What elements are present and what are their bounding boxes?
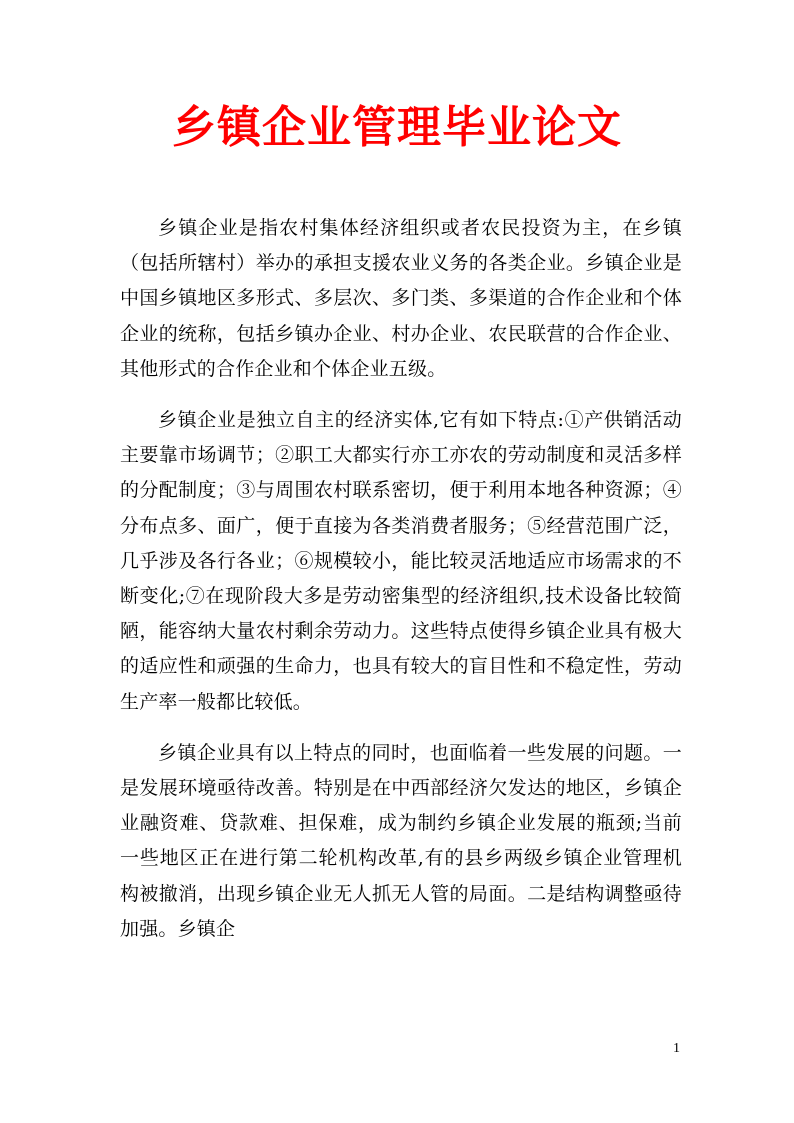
paragraph-definition: 乡镇企业是指农村集体经济组织或者农民投资为主，在乡镇（包括所辖村）举办的承担支援农业义务的各类企业。乡镇企业是中国乡镇地区多形式、多层次、多门类、多渠道的合作企业和个体企业的统称，包括乡镇办企业、村办企业、农民联营的合作企业、其他形式的合作企业和个体企业五级。	[120, 217, 682, 380]
document-body	[120, 211, 682, 963]
page-number: 1	[673, 1041, 680, 1056]
page-title: 乡镇企业管理毕业论文	[172, 102, 622, 153]
paragraph-problems: 乡镇企业具有以上特点的同时，也面临着一些发展的问题。一是发展环境亟待改善。特别是在中西部经济欠发达的地区，乡镇企业融资难、贷款难、担保难，成为制约乡镇企业发展的瓶颈;当前一些地区正在进行第二轮机构改革,有的县乡两级乡镇企业管理机构被撤消，出现乡镇企业无人抓无人管的局面。二是结构调整亟待加强。乡镇企	[120, 741, 682, 940]
paragraph-characteristics: 乡镇企业是独立自主的经济实体,它有如下特点:①产供销活动主要靠市场调节；②职工大都实行亦工亦农的劳动制度和灵活多样的分配制度；③与周围农村联系密切，便于利用本地各种资源；④分布点多、面广，便于直接为各类消费者服务；⑤经营范围广泛，几乎涉及各行各业；⑥规模较小，能比较灵活地适应市场需求的不断变化;⑦在现阶段大多是劳动密集型的经济组织,技术设备比较简陋，能容纳大量农村剩余劳动力。这些特点使得乡镇企业具有极大的适应性和顽强的生命力，也具有较大的盲目性和不稳定性，劳动生产率一般都比较低。	[120, 409, 682, 713]
